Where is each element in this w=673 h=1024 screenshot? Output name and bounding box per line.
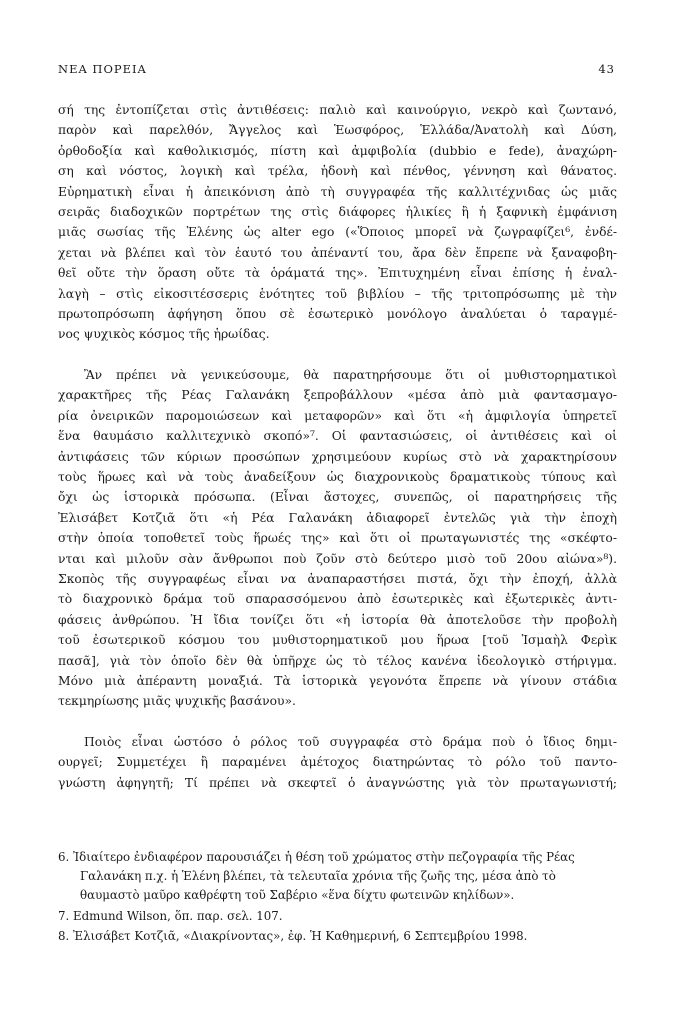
paragraph [58,100,617,345]
footnote [58,848,617,905]
text-line: Εὐρηματικὴ εἶναι ἡ ἀπεικόνιση ἀπὸ τὴ συγγραφέα τῆς καλλιτέχνιδας ὡς μιᾶς [58,184,617,199]
text-line: τὸ διαχρονικὸ δράμα τοῦ σπαρασσόμενου ἀπὸ ἐσωτερικὲς καὶ ἐξωτερικὲς ἀντι- [58,592,617,607]
page-number: 43 [598,62,615,76]
text-line: ση καὶ νόστος, λογικὴ καὶ τρέλα, ἡδονὴ καὶ πένθος, γέννηση καὶ θάνατος. [58,164,617,179]
text-line: λαγὴ – στὶς εἰκοσιτέσσερις ἑνότητες τοῦ βιβλίου – τῆς τριτοπρόσωπης μὲ τὴν [58,286,617,301]
text-line: θεῖ οὔτε τὴν ὅραση οὔτε τὰ ὁράματά της». Ἐπιτυχημένη εἶναι ἐπίσης ἡ ἐναλ- [58,266,617,281]
text-line: χαρακτῆρες τῆς Ρέας Γαλανάκη ξεπροβάλλουν «μέσα ἀπὸ μιὰ φαντασμαγο- [58,388,617,403]
text-line: ἀντιφάσεις τῶν κύριων προσώπων χρησιμεύουν κυρίως στὸ νὰ χαρακτηρίσουν [58,449,617,464]
text-line: τεκμηρίωσης μιᾶς ψυχικῆς βασάνου». [58,694,296,709]
text-line: ὄχι ὡς ἱστορικὰ πρόσωπα. (Εἶναι ἄστοχες, συνεπῶς, οἱ παρατηρήσεις τῆς [58,490,617,505]
main-text [58,100,617,793]
text-line: νος ψυχικὸς κόσμος τῆς ἡρωίδας. [58,327,270,342]
footnote-line: Γαλανάκη π.χ. ἡ Ἑλένη βλέπει, τὰ τελευταῖα χρόνια τῆς ζωῆς της, μέσα ἀπὸ τὸ [80,869,556,883]
text-line: τοὺς ἥρωες καὶ νὰ τοὺς ἀναδείξουν ὡς διαχρονικοὺς δραματικοὺς τύπους καὶ [58,469,617,484]
paragraph [58,365,617,712]
text-line: Σκοπὸς τῆς συγγραφέως εἶναι να ἀναπαραστήσει πιστά, ὄχι τὴν ἐποχή, ἀλλὰ [58,571,617,586]
text-line: πρωτοπρόσωπη ἀφήγηση ὅπου σὲ ἐσωτερικὸ μονόλογο ἀναλύεται ὁ ταραγμέ- [58,307,617,322]
text-line: Ποιὸς εἶναι ὡστόσο ὁ ρόλος τοῦ συγγραφέα στὸ δράμα ποὺ ὁ ἴδιος δημι- [84,734,617,749]
text-line: Ἐλισάβετ Κοτζιᾶ ὅτι «ἡ Ρέα Γαλανάκη ἀδιαφορεῖ ἐντελῶς γιὰ τὴν ἐποχὴ [58,510,617,525]
text-line: ουργεῖ; Συμμετέχει ἢ παραμένει ἀμέτοχος διατηρώντας τὸ ρόλο τοῦ παντο- [58,755,617,770]
footnote [58,907,617,926]
page-header [58,62,615,76]
text-line: ὀρθοδοξία καὶ καθολικισμός, πίστη καὶ ἀμφιβολία (dubbio e fede), ἀναχώρη- [58,143,617,158]
footnote-line: 8. Ἐλισάβετ Κοτζιᾶ, «Διακρίνοντας», ἐφ. Ἡ Καθημερινή, 6 Σεπτεμβρίου 1998. [58,929,528,943]
text-line: ἕνα θαυμάσιο καλλιτεχνικὸ σκοπό»⁷. Οἱ φαντασιώσεις, οἱ ἀντιθέσεις καὶ οἱ [58,429,617,444]
text-line: Ἂν πρέπει νὰ γενικεύσουμε, θὰ παρατηρήσουμε ὅτι οἱ μυθιστορηματικοὶ [84,367,617,382]
text-line: παρὸν καὶ παρελθόν, Ἄγγελος καὶ Ἑωσφόρος, Ἑλλάδα/Ἀνατολὴ καὶ Δύση, [58,123,617,138]
text-line: μιᾶς σωσίας τῆς Ἑλένης ὡς alter ego («Ὅποιος μπορεῖ νὰ ζωγραφίζει⁶, ἐνδέ- [58,225,617,240]
footnote-line: 6. Ἰδιαίτερο ἐνδιαφέρον παρουσιάζει ἡ θέση τοῦ χρώματος στὴν πεζογραφία τῆς Ρέας [58,850,575,864]
footnote-line: θαυμαστὸ μαῦρο καθρέφτη τοῦ Σαβέριο «ἕνα δίχτυ φωτεινῶν κηλίδων». [80,888,515,902]
text-line: χεται νὰ βλέπει καὶ τὸν ἑαυτό του ἀπέναντί του, ἄρα δὲν ἔπρεπε νὰ ξαναφοβη- [58,245,617,260]
footnote-line: 7. Edmund Wilson, ὅπ. παρ. σελ. 107. [58,909,283,923]
text-line: Μόνο μιὰ ἀπέραντη μοναξιά. Τὰ ἱστορικὰ γεγονότα ἔπρεπε νὰ γίνουν στάδια [58,673,617,688]
text-line: φάσεις ἀνθρώπου. Ἡ ἴδια τονίζει ὅτι «ἡ ἱστορία θὰ ἀποτελοῦσε τὴν προβολὴ [58,612,617,627]
text-line: πασᾶ], γιὰ τὸν ὁποῖο δὲν θὰ ὑπῆρχε ὡς τὸ τέλος κανένα ἰδεολογικὸ στήριγμα. [58,653,617,668]
text-line: νται καὶ μιλοῦν σὰν ἄνθρωποι ποὺ ζοῦν στὸ δεύτερο μισὸ τοῦ 20ου αἰώνα»⁸). [58,551,617,566]
paragraph [58,732,617,793]
text-line: σειρᾶς διαδοχικῶν πορτρέτων της στὶς διάφορες ἡλικίες ἢ ἡ ξαφνικὴ ἐμφάνιση [58,205,617,220]
text-line: στὴν ὁποία τοποθετεῖ τοὺς ἥρωές της» καὶ ὅτι οἱ πρωταγωνιστές της «σκέφτο- [58,531,617,546]
text-line: γνώστη ἀφηγητῆ; Τί πρέπει νὰ σκεφτεῖ ὁ ἀναγνώστης γιὰ τὸν πρωταγωνιστή; [58,775,617,790]
text-line: ρία ὀνειρικῶν παρομοιώσεων καὶ μεταφορῶν» καὶ ὅτι «ἡ ἀμφιλογία ὑπηρετεῖ [58,408,617,423]
running-title: ΝΕΑ ΠΟΡΕΙΑ [58,62,147,76]
text-line: τοῦ ἐσωτερικοῦ κόσμου του μυθιστορηματικοῦ μου ἥρωα [τοῦ Ἰσμαὴλ Φερὶκ [58,633,617,648]
text-line: σή της ἐντοπίζεται στὶς ἀντιθέσεις: παλιὸ καὶ καινούργιο, νεκρὸ καὶ ζωντανό, [58,103,617,117]
footnote [58,927,617,946]
